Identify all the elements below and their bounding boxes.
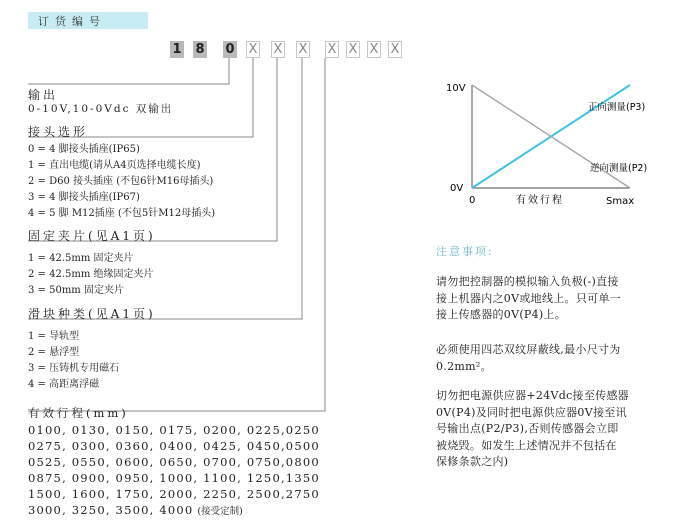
stroke-title: 有效行程(mm) bbox=[28, 406, 129, 420]
note-line: 接上机器内之0V或地线上。只可单一 bbox=[436, 291, 622, 305]
stroke-list bbox=[28, 422, 320, 520]
code-digit-2: 8 bbox=[193, 41, 207, 58]
stroke-custom-note: (接受定制) bbox=[197, 506, 243, 517]
connector-title: 接头选形 bbox=[28, 125, 89, 139]
note-line: 保修条款之内) bbox=[436, 455, 509, 468]
note-line: 切勿把电源供应器+24Vdc接至传感器 bbox=[436, 389, 630, 402]
code-stroke-slot-3: X bbox=[367, 41, 381, 58]
code-stroke-slot-2: X bbox=[346, 41, 360, 58]
note-line: 号输出点(P2/P3),否则传感器会立即 bbox=[436, 422, 619, 435]
slider-title: 滑块种类(见A1页) bbox=[28, 307, 156, 321]
reverse-measure-label: 逆向测量(P2) bbox=[590, 163, 648, 174]
note-line: 0.2mm²。 bbox=[436, 359, 492, 373]
note-paragraph-2 bbox=[436, 342, 676, 375]
code-output-slot: X bbox=[246, 41, 260, 58]
clamp-option-3: 3 = 50mm 固定夹片 bbox=[28, 285, 124, 296]
code-stroke-slot-1: X bbox=[325, 41, 339, 58]
notes-title: 注意事项: bbox=[436, 245, 494, 258]
stroke-row: 0525, 0550, 0600, 0650, 0700, 0750,0800 bbox=[28, 455, 320, 469]
slider-option-2: 2 = 悬浮型 bbox=[28, 347, 80, 358]
slider-option-4: 4 = 高距离浮磁 bbox=[28, 379, 100, 390]
order-number-title: 订货编号 bbox=[38, 15, 106, 28]
note-line: 接上传感器的0V(P4)上。 bbox=[436, 308, 567, 321]
note-paragraph-1 bbox=[436, 274, 676, 324]
output-title: 输出 bbox=[28, 88, 59, 102]
output-signal-chart bbox=[430, 70, 655, 210]
note-line: 0V(P4)及同时把电源供应器0V接至讯 bbox=[436, 405, 627, 419]
connector-option-0: 0 = 4 脚接头插座(IP65) bbox=[28, 144, 140, 155]
clamp-option-2: 2 = 42.5mm 绝缘固定夹片 bbox=[28, 269, 154, 280]
code-stroke-slot-4: X bbox=[388, 41, 402, 58]
note-line: 必须使用四芯双纹屏蔽线,最小尺寸为 bbox=[436, 343, 621, 356]
connector-option-1: 1 = 直出电缆(请从A4页选择电缆长度) bbox=[28, 160, 201, 171]
stroke-row: 0875, 0900, 0950, 1000, 1100, 1250,1350 bbox=[28, 471, 320, 485]
code-connector-slot: X bbox=[271, 41, 285, 58]
note-line: 被烧毁。如发生上述情况并不包括在 bbox=[436, 438, 617, 452]
stroke-row: 0100, 0130, 0150, 0175, 0200, 0225,0250 bbox=[28, 423, 320, 437]
forward-measure-label: 正向测量(P3) bbox=[588, 102, 646, 113]
x-origin-label: 0 bbox=[469, 195, 476, 206]
connector-option-3: 3 = 4 脚接头插座(IP67) bbox=[28, 192, 140, 203]
output-line-1: 0-10V,10-0Vdc 双输出 bbox=[28, 103, 174, 115]
code-digit-1: 1 bbox=[170, 41, 184, 58]
x-axis-title: 有效行程 bbox=[516, 195, 564, 206]
stroke-row: 3000, 3250, 3500, 4000 bbox=[28, 503, 194, 517]
note-line: 请勿把控制器的模拟输入负极(-)直接 bbox=[436, 275, 619, 288]
y-bottom-label: 0V bbox=[450, 183, 464, 194]
connector-option-2: 2 = D60 接头插座 (不包6针M16母插头) bbox=[28, 176, 214, 187]
code-digit-3: 0 bbox=[223, 41, 237, 58]
note-paragraph-3 bbox=[436, 388, 676, 471]
code-clamp-slot: X bbox=[296, 41, 310, 58]
connector-option-4: 4 = 5 脚 M12插座 (不包5针M12母插头) bbox=[28, 208, 216, 219]
clamp-title: 固定夹片(见A1页) bbox=[28, 229, 156, 243]
stroke-row: 0275, 0300, 0360, 0400, 0425, 0450,0500 bbox=[28, 439, 320, 453]
y-top-label: 10V bbox=[446, 83, 466, 94]
x-end-label: Smax bbox=[606, 196, 635, 207]
slider-option-3: 3 = 压铸机专用磁石 bbox=[28, 363, 120, 374]
clamp-option-1: 1 = 42.5mm 固定夹片 bbox=[28, 253, 134, 264]
slider-option-1: 1 = 导轨型 bbox=[28, 331, 80, 342]
stroke-row: 1500, 1600, 1750, 2000, 2250, 2500,2750 bbox=[28, 487, 320, 501]
